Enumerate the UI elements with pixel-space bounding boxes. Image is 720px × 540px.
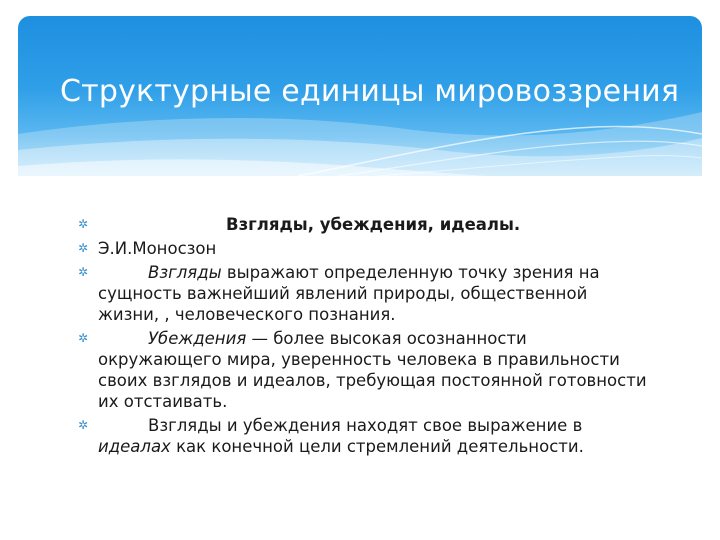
list-item-text: Взгляды и убеждения находят свое выражение в: [148, 416, 583, 435]
page-title: Структурные единицы мировоззрения: [60, 74, 680, 109]
list-item-text: — более высокая осознанности окружающего мира, уверенность человека в правильности своих взглядов и идеалов, требующая постоянной готовности их отстаивать.: [98, 329, 647, 411]
list-item: [78, 262, 648, 325]
asterisk-bullet-icon: ✲: [78, 331, 89, 345]
list-item-text: Взгляды, убеждения, идеалы.: [226, 215, 521, 234]
list-item: [78, 415, 648, 457]
asterisk-bullet-icon: ✲: [78, 418, 89, 432]
list-item-text: выражают определенную точку зрения на сущность важнейший явлений природы, общественной жизни, , человеческого познания.: [98, 263, 600, 324]
bullet-list: [78, 214, 648, 460]
list-item-italic: Убеждения: [148, 329, 247, 348]
list-item-italic: Взгляды: [148, 263, 222, 282]
header-banner: [18, 16, 702, 176]
list-item: [78, 328, 648, 412]
asterisk-bullet-icon: ✲: [78, 217, 89, 231]
list-item-text: как конечной цели стремлений деятельности.: [170, 437, 584, 456]
list-item: [78, 238, 648, 259]
list-item-text: Э.И.Моносзон: [98, 239, 217, 258]
list-item-italic: идеалах: [98, 437, 171, 456]
asterisk-bullet-icon: ✲: [78, 265, 89, 279]
list-item: [78, 214, 648, 235]
asterisk-bullet-icon: ✲: [78, 241, 89, 255]
